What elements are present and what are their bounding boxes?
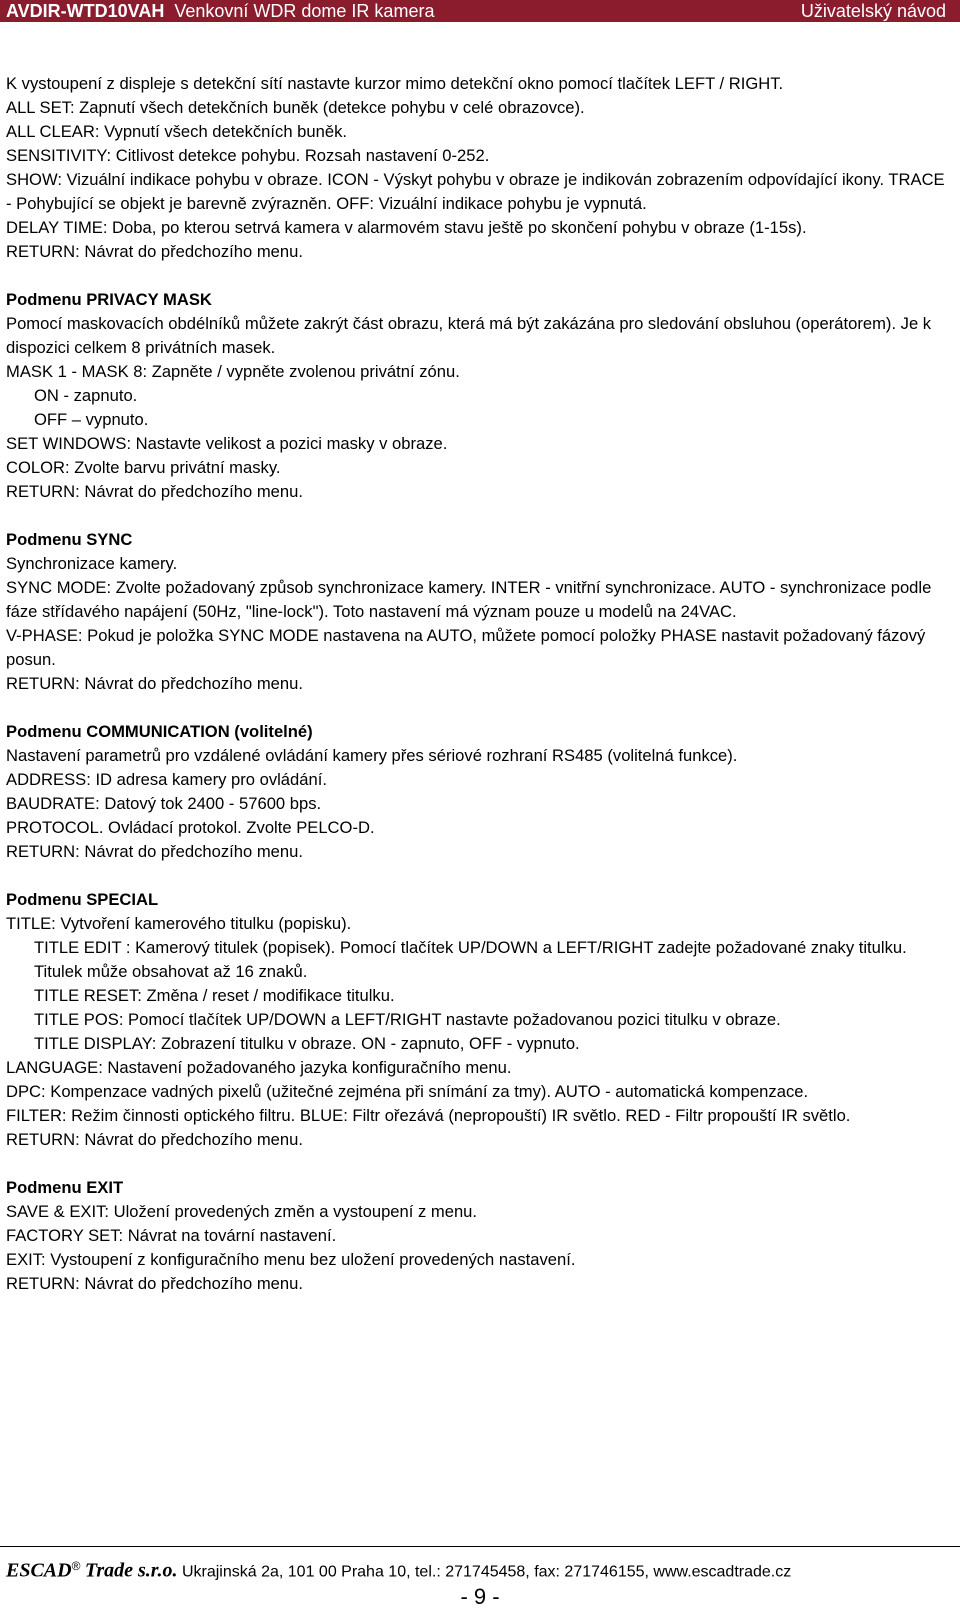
communication-line: BAUDRATE: Datový tok 2400 - 57600 bps. — [6, 794, 322, 813]
motion-line: RETURN: Návrat do předchozího menu. — [6, 242, 303, 261]
sync-line: V-PHASE: Pokud je položka SYNC MODE nastavena na AUTO, můžete pomocí položky PHASE nastavit požadovaný fázový posun. — [6, 626, 930, 669]
communication-line: RETURN: Návrat do předchozího menu. — [6, 842, 303, 861]
privacy-line: Pomocí maskovacích obdélníků můžete zakrýt část obrazu, která má být zakázána pro sledování obsluhou (operátorem). Je k dispozici celkem 8 privátních masek. — [6, 314, 936, 357]
special-title-item: TITLE EDIT : Kamerový titulek (popisek). Pomocí tlačítek UP/DOWN a LEFT/RIGHT zadejte požadované znaky titulku. Titulek může obsahovat až 16 znaků. — [34, 938, 912, 981]
privacy-line: RETURN: Návrat do předchozího menu. — [6, 482, 303, 501]
motion-line: SENSITIVITY: Citlivost detekce pohybu. Rozsah nastavení 0-252. — [6, 146, 490, 165]
registered-mark: ® — [71, 1559, 81, 1573]
section-heading: Podmenu EXIT — [6, 1178, 124, 1197]
motion-line: K vystoupení z displeje s detekční sítí nastavte kurzor mimo detekční okno pomocí tlačítek LEFT / RIGHT. — [6, 74, 784, 93]
motion-line: ALL CLEAR: Vypnutí všech detekčních buněk. — [6, 122, 347, 141]
document-body — [6, 72, 950, 1296]
exit-line: FACTORY SET: Návrat na tovární nastavení. — [6, 1226, 337, 1245]
privacy-sub-line: OFF – vypnuto. — [34, 410, 149, 429]
motion-line: DELAY TIME: Doba, po kterou setrvá kamera v alarmovém stavu ještě po skončení pohybu v obraze (1-15s). — [6, 218, 807, 237]
header-model: AVDIR-WTD10VAH — [6, 1, 165, 21]
special-title-line: TITLE: Vytvoření kamerového titulku (popisku). — [6, 914, 352, 933]
spacer — [6, 264, 946, 288]
special-line: RETURN: Návrat do předchozího menu. — [6, 1130, 303, 1149]
spacer — [6, 864, 946, 888]
footer-company: Trade s.r.o. — [84, 1559, 178, 1582]
header-title — [6, 0, 434, 22]
exit-line: EXIT: Vystoupení z konfiguračního menu bez uložení provedených nastavení. — [6, 1250, 576, 1269]
special-title-item: TITLE RESET: Změna / reset / modifikace titulku. — [34, 986, 395, 1005]
sync-section — [6, 528, 946, 696]
motion-section — [6, 72, 950, 264]
privacy-line: MASK 1 - MASK 8: Zapněte / vypněte zvolenou privátní zónu. — [6, 362, 460, 381]
spacer — [6, 696, 946, 720]
special-line: DPC: Kompenzace vadných pixelů (užitečné zejména při snímání za tmy). AUTO - automatická kompenzace. — [6, 1082, 809, 1101]
footer-brand: ESCAD — [6, 1559, 72, 1582]
page-number: - 9 - — [460, 1584, 500, 1609]
special-title-item: TITLE POS: Pomocí tlačítek UP/DOWN a LEFT/RIGHT nastavte požadovanou pozici titulku v obraze. — [34, 1010, 781, 1029]
footer-divider — [0, 1546, 960, 1547]
communication-line: ADDRESS: ID adresa kamery pro ovládání. — [6, 770, 327, 789]
communication-section — [6, 720, 946, 864]
sync-line: SYNC MODE: Zvolte požadovaný způsob synchronizace kamery. INTER - vnitřní synchronizace. AUTO - synchronizace podle fáze střídavého napájení (50Hz, "line-lock"). Toto nastavení má význam pouze u modelů na 24VAC. — [6, 578, 936, 621]
special-section — [6, 888, 946, 1152]
special-line: LANGUAGE: Nastavení požadovaného jazyka konfiguračního menu. — [6, 1058, 512, 1077]
special-line: FILTER: Režim činnosti optického filtru. BLUE: Filtr ořezává (nepropouští) IR světlo. RED - Filtr propouští IR světlo. — [6, 1106, 851, 1125]
privacy-section — [6, 288, 946, 504]
section-heading: Podmenu SPECIAL — [6, 890, 159, 909]
exit-section — [6, 1176, 946, 1296]
communication-line: Nastavení parametrů pro vzdálené ovládání kamery přes sériové rozhraní RS485 (volitelná funkce). — [6, 746, 738, 765]
motion-line: ALL SET: Zapnutí všech detekčních buněk (detekce pohybu v celé obrazovce). — [6, 98, 585, 117]
section-heading: Podmenu SYNC — [6, 530, 133, 549]
sync-line: RETURN: Návrat do předchozího menu. — [6, 674, 303, 693]
page-footer — [6, 1556, 946, 1582]
spacer — [6, 504, 946, 528]
page-header — [0, 0, 960, 22]
section-heading: Podmenu COMMUNICATION (volitelné) — [6, 722, 313, 741]
header-product: Venkovní WDR dome IR kamera — [174, 1, 435, 21]
footer-address: Ukrajinská 2a, 101 00 Praha 10, tel.: 271745458, fax: 271746155, www.escadtrade.cz — [181, 1563, 792, 1581]
exit-line: RETURN: Návrat do předchozího menu. — [6, 1274, 303, 1293]
section-heading: Podmenu PRIVACY MASK — [6, 290, 212, 309]
sync-line: Synchronizace kamery. — [6, 554, 178, 573]
privacy-line: SET WINDOWS: Nastavte velikost a pozici masky v obraze. — [6, 434, 448, 453]
communication-line: PROTOCOL. Ovládací protokol. Zvolte PELCO-D. — [6, 818, 375, 837]
header-doc-type: Uživatelský návod — [800, 1, 946, 21]
special-title-item: TITLE DISPLAY: Zobrazení titulku v obraze. ON - zapnuto, OFF - vypnuto. — [34, 1034, 580, 1053]
privacy-sub-line: ON - zapnuto. — [34, 386, 138, 405]
exit-line: SAVE & EXIT: Uložení provedených změn a vystoupení z menu. — [6, 1202, 478, 1221]
motion-line: SHOW: Vizuální indikace pohybu v obraze. ICON - Výskyt pohybu v obraze je indikován zobrazením odpovídající ikony. TRACE - Pohybující se objekt je barevně zvýrazněn. OFF: Vizuální indikace pohybu je vypnutá. — [6, 170, 950, 213]
privacy-line: COLOR: Zvolte barvu privátní masky. — [6, 458, 281, 477]
spacer — [6, 1152, 946, 1176]
